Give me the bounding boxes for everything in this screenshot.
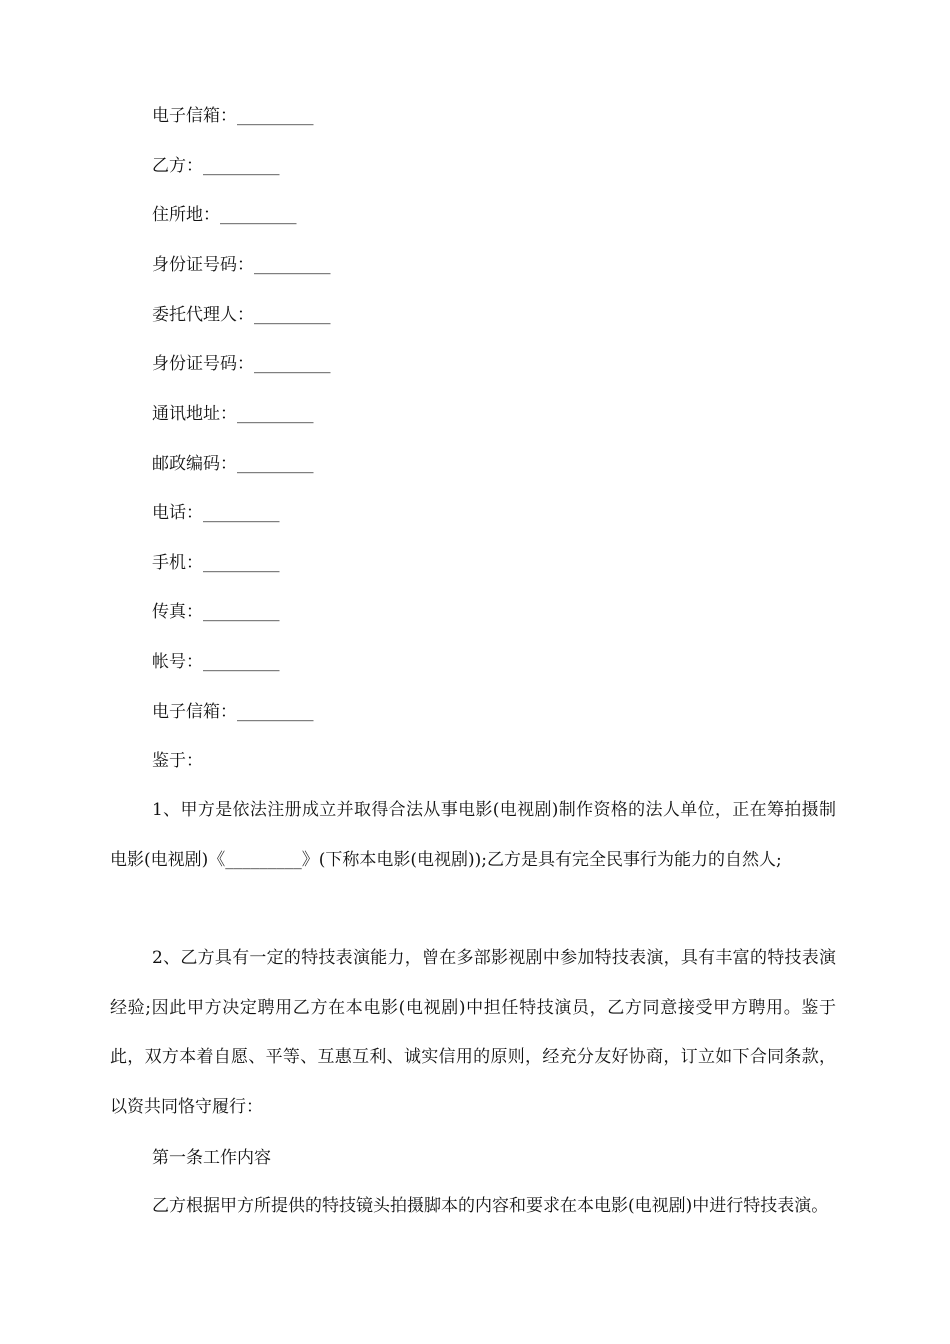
paragraph-1: 1、甲方是依法注册成立并取得合法从事电影(电视剧)制作资格的法人单位，正在筹拍摄制电影(电视剧)《_________》(下称本电影(电视剧));乙方是具有完全民事行为能力的自然人;	[110, 800, 836, 870]
field-agent: 委托代理人：_________	[152, 305, 331, 325]
field-mobile: 手机：_________	[152, 553, 280, 573]
field-agent-id-number: 身份证号码：_________	[152, 354, 331, 374]
field-fax: 传真：_________	[152, 602, 280, 622]
field-postal-code: 邮政编码：_________	[152, 454, 314, 474]
paragraph-2: 2、乙方具有一定的特技表演能力，曾在多部影视剧中参加特技表演，具有丰富的特技表演经验;因此甲方决定聘用乙方在本电影(电视剧)中担任特技演员，乙方同意接受甲方聘用。鉴于此，双方本着自愿、平等、互惠互利、诚实信用的原则，经充分友好协商，订立如下合同条款，以资共同恪守履行：	[110, 948, 836, 1117]
field-id-number: 身份证号码：_________	[152, 255, 331, 275]
field-address: 通讯地址：_________	[152, 404, 314, 424]
article-1-title: 第一条工作内容	[152, 1148, 271, 1168]
whereas-label: 鉴于：	[152, 751, 203, 771]
field-email-party-b: 电子信箱：_________	[152, 702, 314, 722]
field-party-b: 乙方：_________	[152, 156, 280, 176]
field-residence: 住所地：_________	[152, 205, 297, 225]
field-phone: 电话：_________	[152, 503, 280, 523]
field-account: 帐号：_________	[152, 652, 280, 672]
article-1-body: 乙方根据甲方所提供的特技镜头拍摄脚本的内容和要求在本电影(电视剧)中进行特技表演。	[152, 1196, 829, 1216]
field-email-party-a: 电子信箱：_________	[152, 106, 314, 126]
